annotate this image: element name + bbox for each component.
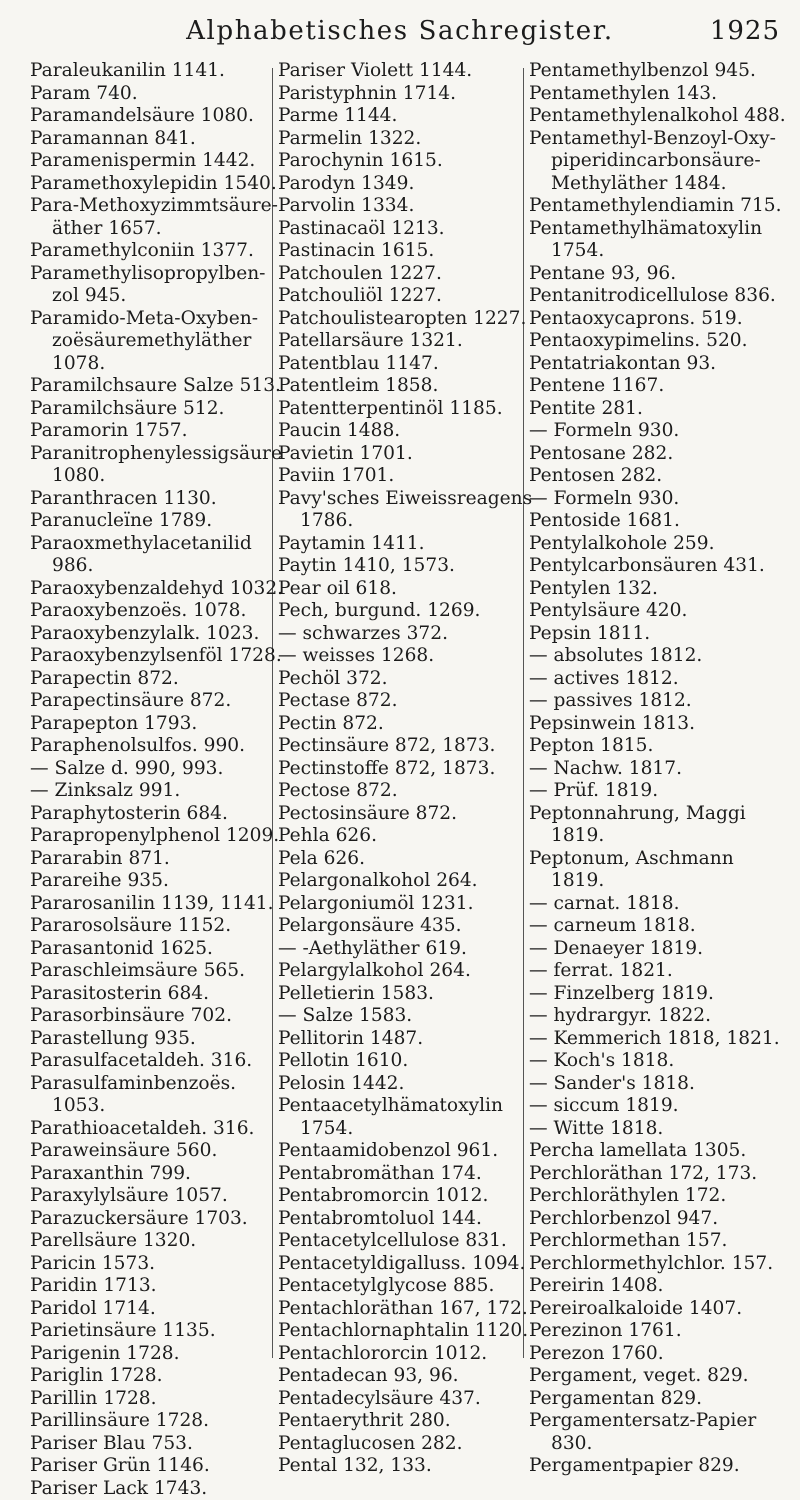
index-entry: Pentamethylhämatoxylin 1754. — [529, 218, 791, 263]
index-entry: Paramannan 841. — [30, 128, 290, 151]
index-entry: Pariser Blau 753. — [30, 1433, 290, 1456]
index-entry: Pentadecylsäure 437. — [278, 1388, 540, 1411]
index-entry: Parellsäure 1320. — [30, 1230, 290, 1253]
index-entry: Paraleukanilin 1141. — [30, 60, 290, 83]
index-entry: Paraoxybenzaldehyd 1032. — [30, 578, 290, 601]
index-entry: Pentamethyl-Benzoyl-Oxy-piperidincarbonsäure-Methyläther 1484. — [529, 128, 791, 196]
index-entry: — Formeln 930. — [529, 420, 791, 443]
index-entry: Perchloräthylen 172. — [529, 1185, 791, 1208]
index-entry: Patellarsäure 1321. — [278, 330, 540, 353]
index-entry: Pentaerythrit 280. — [278, 1410, 540, 1433]
index-entry: Pentaamidobenzol 961. — [278, 1140, 540, 1163]
index-entry: Pariser Lack 1743. — [30, 1478, 290, 1500]
index-entry: Parietinsäure 1135. — [30, 1320, 290, 1343]
index-entry: Pentachlororcin 1012. — [278, 1343, 540, 1366]
index-entry: Parmelin 1322. — [278, 128, 540, 151]
index-entry: Parvolin 1334. — [278, 195, 540, 218]
index-entry: — Sander's 1818. — [529, 1073, 791, 1096]
index-entry: Parasitosterin 684. — [30, 983, 290, 1006]
index-entry: Parasulfacetaldeh. 316. — [30, 1050, 290, 1073]
index-entry: Pentoside 1681. — [529, 510, 791, 533]
index-entry: Pastinacin 1615. — [278, 240, 540, 263]
index-entry: Pelargylalkohol 264. — [278, 960, 540, 983]
index-entry: Pepsin 1811. — [529, 623, 791, 646]
index-entry: Pelosin 1442. — [278, 1073, 540, 1096]
index-entry: Parillin 1728. — [30, 1388, 290, 1411]
index-entry: Pentacetylcellulose 831. — [278, 1230, 540, 1253]
index-entry: Pectose 872. — [278, 780, 540, 803]
index-entry: — Finzelberg 1819. — [529, 983, 791, 1006]
index-entry: Paraweinsäure 560. — [30, 1140, 290, 1163]
index-entry: Pental 132, 133. — [278, 1455, 540, 1478]
index-entry: Pela 626. — [278, 848, 540, 871]
index-entry: Pentachloräthan 167, 172. — [278, 1298, 540, 1321]
index-entry: — Koch's 1818. — [529, 1050, 791, 1073]
index-entry: Parapepton 1793. — [30, 713, 290, 736]
index-entry: Parapectinsäure 872. — [30, 690, 290, 713]
index-entry: Paraxanthin 799. — [30, 1163, 290, 1186]
index-entry: — Zinksalz 991. — [30, 780, 290, 803]
index-entry: Parastellung 935. — [30, 1028, 290, 1051]
index-entry: Pentatriakontan 93. — [529, 353, 791, 376]
index-entry: Pear oil 618. — [278, 578, 540, 601]
index-entry: Paramorin 1757. — [30, 420, 290, 443]
index-entry: — Kemmerich 1818, 1821. — [529, 1028, 791, 1051]
index-entry: Pereirin 1408. — [529, 1275, 791, 1298]
index-entry: Pectin 872. — [278, 713, 540, 736]
index-entry: Paraoxybenzoës. 1078. — [30, 600, 290, 623]
index-entry: Patchoulen 1227. — [278, 263, 540, 286]
index-entry: Pentanitrodicellulose 836. — [529, 285, 791, 308]
index-entry: Pepton 1815. — [529, 735, 791, 758]
index-entry: Paridin 1713. — [30, 1275, 290, 1298]
index-entry: Peptonum, Aschmann 1819. — [529, 848, 791, 893]
index-entry: Pavy'sches Eiweissreagens 1786. — [278, 488, 540, 533]
index-entry: — Salze d. 990, 993. — [30, 758, 290, 781]
index-entry: Pectase 872. — [278, 690, 540, 713]
index-entry: — Witte 1818. — [529, 1118, 791, 1141]
index-entry: Paranthracen 1130. — [30, 488, 290, 511]
index-entry: Parazuckersäure 1703. — [30, 1208, 290, 1231]
index-entry: Perchlormethylchlor. 157. — [529, 1253, 791, 1276]
index-entry: — hydrargyr. 1822. — [529, 1005, 791, 1028]
index-entry: — absolutes 1812. — [529, 645, 791, 668]
index-entry: Paristyphnin 1714. — [278, 83, 540, 106]
index-entry: Pentabromtoluol 144. — [278, 1208, 540, 1231]
index-entry: Pentite 281. — [529, 398, 791, 421]
index-entry: Paytamin 1411. — [278, 533, 540, 556]
index-entry: — Prüf. 1819. — [529, 780, 791, 803]
index-entry: Paraphenolsulfos. 990. — [30, 735, 290, 758]
index-entry: Pepsinwein 1813. — [529, 713, 791, 736]
page-title: Alphabetisches Sachregister. — [0, 16, 800, 46]
index-entry: Pentadecan 93, 96. — [278, 1365, 540, 1388]
index-entry: Para-Methoxyzimmtsäure-äther 1657. — [30, 195, 290, 240]
index-entry: Pararosanilin 1139, 1141. — [30, 893, 290, 916]
index-column-1 — [30, 60, 290, 1500]
index-entry: Pariser Violett 1144. — [278, 60, 540, 83]
index-entry: Paranitrophenylessigsäure 1080. — [30, 443, 290, 488]
index-entry: Paraschleimsäure 565. — [30, 960, 290, 983]
index-entry: Pariser Grün 1146. — [30, 1455, 290, 1478]
index-entry: — carneum 1818. — [529, 915, 791, 938]
index-entry: Parapropenylphenol 1209. — [30, 825, 290, 848]
index-entry: — Nachw. 1817. — [529, 758, 791, 781]
index-entry: Paramido-Meta-Oxyben-zoësäuremethyläther 1078. — [30, 308, 290, 376]
index-entry: Paytin 1410, 1573. — [278, 555, 540, 578]
index-entry: Pentachlornaphtalin 1120. — [278, 1320, 540, 1343]
index-entry: Pentaoxycaprons. 519. — [529, 308, 791, 331]
index-entry: Pentylalkohole 259. — [529, 533, 791, 556]
index-entry: Pelargoniumöl 1231. — [278, 893, 540, 916]
index-entry: Pentosane 282. — [529, 443, 791, 466]
index-entry: — Denaeyer 1819. — [529, 938, 791, 961]
index-entry: Paraoxybenzylalk. 1023. — [30, 623, 290, 646]
index-entry: Pentamethylen 143. — [529, 83, 791, 106]
index-entry: Pentane 93, 96. — [529, 263, 791, 286]
index-entry: Paramenispermin 1442. — [30, 150, 290, 173]
index-entry: Paricin 1573. — [30, 1253, 290, 1276]
index-entry: Pentamethylenalkohol 488. — [529, 105, 791, 128]
page-header — [0, 10, 800, 50]
index-entry: Paviin 1701. — [278, 465, 540, 488]
index-entry: Pellitorin 1487. — [278, 1028, 540, 1051]
index-entry: Patentleim 1858. — [278, 375, 540, 398]
index-entry: Pentylen 132. — [529, 578, 791, 601]
index-entry: Pectinstoffe 872, 1873. — [278, 758, 540, 781]
index-column-3 — [529, 60, 791, 1478]
index-entry: — schwarzes 372. — [278, 623, 540, 646]
index-entry: Pentabromorcin 1012. — [278, 1185, 540, 1208]
index-entry: Pergamentpapier 829. — [529, 1455, 791, 1478]
index-entry: Parodyn 1349. — [278, 173, 540, 196]
index-entry: — passives 1812. — [529, 690, 791, 713]
index-entry: Parasorbinsäure 702. — [30, 1005, 290, 1028]
index-entry: Paraxylylsäure 1057. — [30, 1185, 290, 1208]
index-entry: Patentblau 1147. — [278, 353, 540, 376]
index-entry: Pechöl 372. — [278, 668, 540, 691]
index-entry: Peptonnahrung, Maggi 1819. — [529, 803, 791, 848]
index-entry: Parigenin 1728. — [30, 1343, 290, 1366]
index-entry: Paraoxmethylacetanilid 986. — [30, 533, 290, 578]
index-entry: Parathioacetaldeh. 316. — [30, 1118, 290, 1141]
index-entry: Pentaacetylhämatoxylin 1754. — [278, 1095, 540, 1140]
index-entry: — ferrat. 1821. — [529, 960, 791, 983]
index-entry: Pentylsäure 420. — [529, 600, 791, 623]
index-entry: Parareihe 935. — [30, 870, 290, 893]
index-entry: Parme 1144. — [278, 105, 540, 128]
index-entry: Perchlorbenzol 947. — [529, 1208, 791, 1231]
index-entry: Paraoxybenzylsenföl 1728. — [30, 645, 290, 668]
index-entry: Paucin 1488. — [278, 420, 540, 443]
index-entry: Perezinon 1761. — [529, 1320, 791, 1343]
index-entry: Pereiroalkaloide 1407. — [529, 1298, 791, 1321]
index-entry: Parochynin 1615. — [278, 150, 540, 173]
index-entry: Pergamentan 829. — [529, 1388, 791, 1411]
index-entry: Pariglin 1728. — [30, 1365, 290, 1388]
index-entry: Patchoulistearopten 1227. — [278, 308, 540, 331]
page-number: 1925 — [710, 16, 780, 46]
index-entry: — -Aethyläther 619. — [278, 938, 540, 961]
index-entry: Pentacetylglycose 885. — [278, 1275, 540, 1298]
index-entry: Pehla 626. — [278, 825, 540, 848]
index-entry: Paramandelsäure 1080. — [30, 105, 290, 128]
index-entry: — Salze 1583. — [278, 1005, 540, 1028]
index-entry: Pentene 1167. — [529, 375, 791, 398]
index-entry: — weisses 1268. — [278, 645, 540, 668]
index-entry: Pech, burgund. 1269. — [278, 600, 540, 623]
index-entry: Pentaglucosen 282. — [278, 1433, 540, 1456]
index-entry: Perchloräthan 172, 173. — [529, 1163, 791, 1186]
index-entry: Perchlormethan 157. — [529, 1230, 791, 1253]
index-entry: Pavietin 1701. — [278, 443, 540, 466]
index-entry: — carnat. 1818. — [529, 893, 791, 916]
index-entry: Pentacetyldigalluss. 1094. — [278, 1253, 540, 1276]
index-entry: Pentaoxypimelins. 520. — [529, 330, 791, 353]
index-entry: Pergamentersatz-Papier 830. — [529, 1410, 791, 1455]
index-entry: — actives 1812. — [529, 668, 791, 691]
index-entry: Pelletierin 1583. — [278, 983, 540, 1006]
index-entry: Pectosinsäure 872. — [278, 803, 540, 826]
index-entry: Pectinsäure 872, 1873. — [278, 735, 540, 758]
index-entry: Paramilchsäure 512. — [30, 398, 290, 421]
index-entry: Pentamethylendiamin 715. — [529, 195, 791, 218]
index-entry: Pentylcarbonsäuren 431. — [529, 555, 791, 578]
index-entry: Pergament, veget. 829. — [529, 1365, 791, 1388]
index-entry: Paraphytosterin 684. — [30, 803, 290, 826]
index-entry: Parillinsäure 1728. — [30, 1410, 290, 1433]
index-entry: Pentamethylbenzol 945. — [529, 60, 791, 83]
index-entry: Pelargonsäure 435. — [278, 915, 540, 938]
index-entry: Paramethylisopropylben-zol 945. — [30, 263, 290, 308]
index-entry: Parasulfaminbenzoës. 1053. — [30, 1073, 290, 1118]
index-entry: Pararabin 871. — [30, 848, 290, 871]
index-entry: Paramilchsaure Salze 513. — [30, 375, 290, 398]
index-entry: — Formeln 930. — [529, 488, 791, 511]
index-entry: Paranucleïne 1789. — [30, 510, 290, 533]
index-column-2 — [278, 60, 540, 1478]
index-entry: Pellotin 1610. — [278, 1050, 540, 1073]
index-entry: Paramethoxylepidin 1540. — [30, 173, 290, 196]
index-entry: Param 740. — [30, 83, 290, 106]
index-entry: Paridol 1714. — [30, 1298, 290, 1321]
index-entry: Parapectin 872. — [30, 668, 290, 691]
index-entry: Patchouliöl 1227. — [278, 285, 540, 308]
index-entry: Patentterpentinöl 1185. — [278, 398, 540, 421]
index-entry: Pentosen 282. — [529, 465, 791, 488]
index-entry: Percha lamellata 1305. — [529, 1140, 791, 1163]
index-entry: Pentabromäthan 174. — [278, 1163, 540, 1186]
index-entry: Pastinacaöl 1213. — [278, 218, 540, 241]
index-entry: Perezon 1760. — [529, 1343, 791, 1366]
index-entry: Paramethylconiin 1377. — [30, 240, 290, 263]
index-entry: Pararosolsäure 1152. — [30, 915, 290, 938]
index-entry: Pelargonalkohol 264. — [278, 870, 540, 893]
index-entry: — siccum 1819. — [529, 1095, 791, 1118]
index-entry: Parasantonid 1625. — [30, 938, 290, 961]
